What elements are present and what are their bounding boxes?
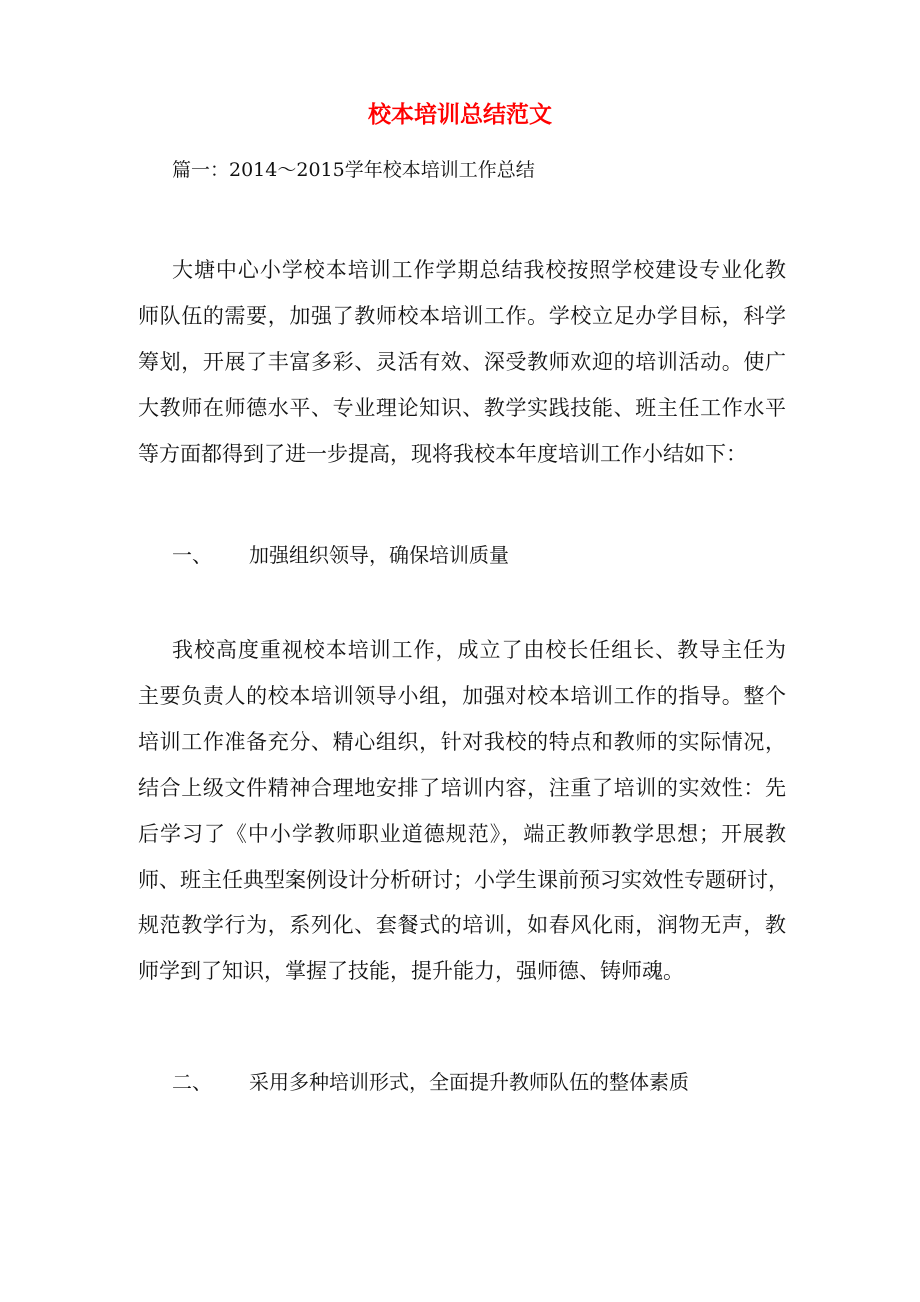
paragraph-line: 我校高度重视校本培训工作，成立了由校长任组长、教导主任为	[172, 638, 786, 662]
paragraph-line: 等方面都得到了进一步提高，现将我校本年度培训工作小结如下：	[138, 442, 747, 466]
document-title: 校本培训总结范文	[368, 101, 552, 128]
section-title: 加强组织领导，确保培训质量	[249, 543, 509, 567]
paragraph-line: 大教师在师德水平、专业理论知识、教学实践技能、班主任工作水平	[138, 396, 786, 420]
section-number: 二、	[172, 1070, 212, 1094]
article-subtitle: 篇一：2014〜2015学年校本培训工作总结	[172, 159, 535, 181]
paragraph-line: 师队伍的需要，加强了教师校本培训工作。学校立足办学目标，科学	[138, 304, 786, 328]
paragraph-line: 师、班主任典型案例设计分析研讨；小学生课前预习实效性专题研讨，	[138, 868, 789, 892]
paragraph-line: 大塘中心小学校本培训工作学期总结我校按照学校建设专业化教	[172, 258, 786, 282]
paragraph-line: 规范教学行为，系列化、套餐式的培训，如春风化雨，润物无声，教	[138, 913, 786, 937]
section-number: 一、	[172, 543, 212, 567]
paragraph-line: 师学到了知识，掌握了技能，提升能力，强师德、铸师魂。	[138, 959, 684, 983]
paragraph-line: 培训工作准备充分、精心组织，针对我校的特点和教师的实际情况，	[138, 730, 786, 754]
section-title: 采用多种培训形式，全面提升教师队伍的整体素质	[249, 1070, 689, 1094]
paragraph-line: 主要负责人的校本培训领导小组，加强对校本培训工作的指导。整个	[138, 684, 786, 708]
paragraph-line: 结合上级文件精神合理地安排了培训内容，注重了培训的实效性：先	[138, 776, 786, 800]
paragraph-line: 后学习了《中小学教师职业道德规范》，端正教师教学思想；开展教	[138, 822, 786, 846]
paragraph-line: 筹划，开展了丰富多彩、灵活有效、深受教师欢迎的培训活动。使广	[138, 350, 786, 374]
